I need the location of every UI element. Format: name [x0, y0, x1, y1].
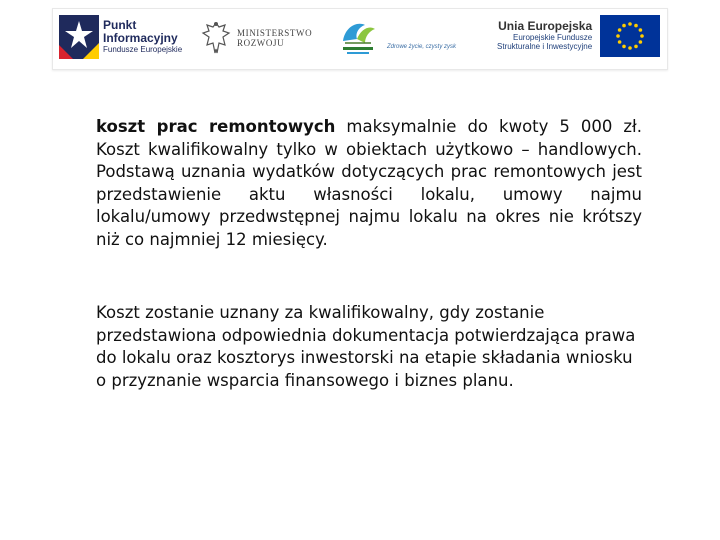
ministry-logo-line1: MINISTERSTWO: [237, 27, 313, 38]
eagle-emblem-icon: [201, 19, 231, 57]
eu-logo: [497, 15, 660, 57]
pi-logo-line1: Punkt: [103, 18, 137, 33]
ministry-logo-line2: ROZWOJU: [237, 38, 285, 48]
eu-flag-icon: [600, 15, 660, 57]
paragraph-body: maksymalnie do kwoty 5 000 zł. Koszt kwalifikowalny tylko w obiektach użytkowo – handlowych. Podstawą uznania wydatków dotyczących prac remontowych jest przedstawienie aktu własności lokalu, umowy najmu lokalu/umowy przedwstępnej najmu lokalu na okres nie krótszy niż co najmniej 12 miesięcy.: [96, 117, 642, 249]
paragraph-bold-lead: koszt prac remontowych: [96, 117, 336, 136]
star-logo-icon: [59, 15, 99, 59]
eu-logo-line1: Unia Europejska: [498, 19, 593, 34]
region-slogan: Zdrowe życie, czysty zysk: [387, 44, 457, 50]
pi-logo-line3: Fundusze Europejskie: [103, 45, 183, 55]
region-logo: [335, 15, 456, 59]
region-mark-icon: [335, 15, 381, 59]
ministry-logo: [201, 19, 312, 57]
eu-logo-line2: Europejskie Fundusze: [513, 32, 593, 42]
paragraph-renovation-costs: [96, 116, 642, 252]
paragraph-eligibility: Koszt zostanie uznany za kwalifikowalny, gdy zostanie przedstawiona odpowiednia dokumentacja potwierdzająca prawa do lokalu oraz kosztorys inwestorski na etapie składania wniosku o przyznanie wsparcia finansowego i biznes planu.: [96, 303, 636, 390]
punkt-informacyjny-logo: [59, 15, 182, 59]
pi-logo-line2: Informacyjny: [103, 30, 178, 45]
eu-logo-line3: Strukturalne i Inwestycyjne: [497, 42, 593, 52]
logo-banner: [52, 8, 668, 70]
